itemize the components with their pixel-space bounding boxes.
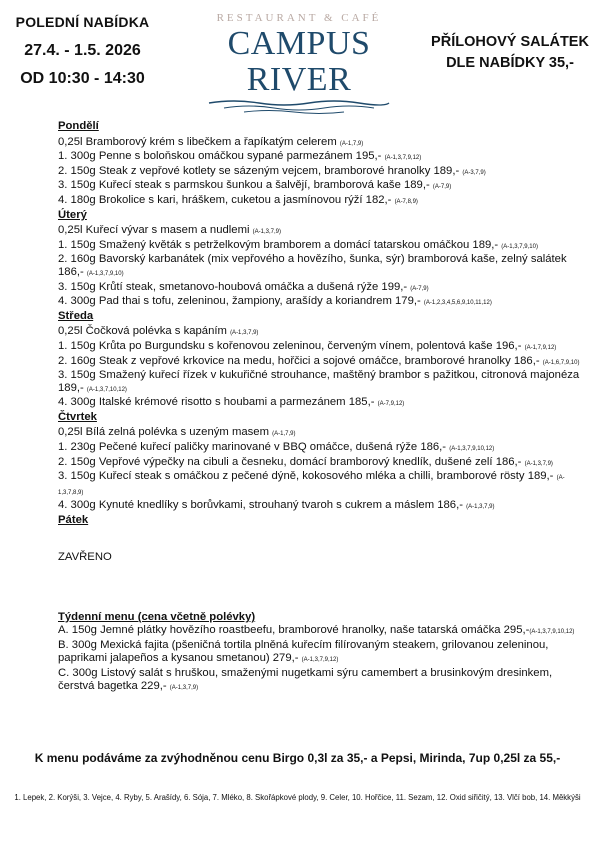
drinks-offer: K menu podáváme za zvýhodněnou cenu Birgo 0,3l za 35,- a Pepsi, Mirinda, 7up 0,25l za 55,- [34,751,561,765]
weekly-menu [58,611,583,694]
menu-item: 4. 300g Pad thai s tofu, zeleninou, žampiony, arašídy a koriandrem 179,- (A-1,2,3,4,5,6,9,10,11,12) [58,295,492,308]
menu-item: 0,25l Čočková polévka s kapáním (A-1,3,7,9) [58,325,259,338]
header-left [0,14,165,88]
day-thursday-title: Čtvrtek [58,410,97,423]
side-salad-line2: DLE NABÍDKY 35,- [446,55,574,71]
side-salad-offer [425,32,595,74]
day-friday-title: Pátek [58,514,89,527]
weekly-item: B. 300g Mexická fajita (pšeničná tortila plněná kuřecím filírovaným steakem, grilovanou zeleninou, paprikami jalapeños a kysanou smetanou) 279,- (A-1,3,7,9,12) [58,638,549,664]
menu-item: 0,25l Bílá zelná polévka s uzeným masem (A-1,7,9) [58,426,296,439]
logo-name: CAMPUS RIVER [227,25,371,98]
menu-item: 3. 150g Kuřecí steak s parmskou šunkou a šalvějí, bramborová kaše 189,- (A-7,9) [58,179,452,192]
menu-item: 3. 150g Krůtí steak, smetanovo-houbová omáčka a dušená rýže 199,- (A-7,9) [58,280,429,293]
menu-item: 1. 300g Penne s boloňskou omáčkou sypané parmezánem 195,- (A-1,3,7,9,12) [58,150,422,163]
date-range: 27.4. - 1.5. 2026 [24,42,141,59]
menu-item: 2. 160g Bavorský karbanátek (mix vepřového a hovězího, šunka, sýr) bramborová kaše, zelný salátek 186,- (A-1,3,7,9,10) [58,253,567,278]
menu-item: 0,25l Bramborový krém s libečkem a řapíkatým celerem (A-1,7,9) [58,135,364,148]
menu-item: 2. 150g Steak z vepřové kotlety se sázeným vejcem, bramborové hranolky 189,- (A-3,7,9) [58,164,486,177]
menu-item: 1. 150g Smažený květák s petrželkovým bramborem a domácí tatarskou omáčkou 189,- (A-1,3,7,9,10) [58,238,538,251]
river-waves-icon [199,98,399,114]
menu-item: 2. 150g Vepřové výpečky na cibuli a česneku, domácí bramborový knedlík, dušené zelí 186,- (A-1,3,7,9) [58,455,553,468]
menu-item: 4. 180g Brokolice s kari, hráškem, cuketou a jasmínovou rýží 182,- (A-7,8,9) [58,193,418,206]
day-wednesday-title: Středa [58,309,94,322]
menu-item: 1. 230g Pečené kuřecí paličky marinované v BBQ omáčce, dušená rýže 186,- (A-1,3,7,9,10,12) [58,441,495,454]
menu-item: 2. 160g Steak z vepřové krkovice na medu, hořčici a sojové omáčce, bramborové hranolky 186,- (A-1,6,7,9,10) [58,354,580,367]
menu-item: 4. 300g Italské krémové risotto s houbami a parmezánem 185,- (A-7,9,12) [58,396,405,409]
menu-item: 3. 150g Kuřecí steak s omáčkou z pečené dýně, kokosového mléka a chilli, bramborové rösty 189,- (A-1,3,7,8,9) [58,470,565,496]
menu-item: 4. 300g Kynuté knedlíky s borůvkami, strouhaný tvaroh s cukrem a máslem 186,- (A-1,3,7,9) [58,499,495,512]
side-salad-line1: PŘÍLOHOVÝ SALÁTEK [431,34,589,50]
restaurant-logo [183,12,415,114]
weekly-menu-title: Týdenní menu (cena včetně polévky) [58,611,256,623]
menu-item: 0,25l Kuřecí vývar s masem a nudlemi (A-1,3,7,9) [58,224,281,237]
allergen-legend: 1. Lepek, 2. Korýši, 3. Vejce, 4. Ryby, 5. Arašídy, 6. Sója, 7. Mléko, 8. Skořápkové plody, 9. Celer, 10. Hořčice, 11. Sezam, 12. Oxid siřičitý, 13. Vlčí bob, 14. Měkkýši [14,793,581,802]
weekly-item: A. 150g Jemné plátky hovězího roastbeefu, bramborové hranolky, naše tatarská omáčka 295,-(A-1,3,7,9,10,12) [58,623,575,636]
day-tuesday-title: Úterý [58,208,87,221]
closed-notice: ZAVŘENO [58,550,112,563]
weekly-item: C. 300g Listový salát s hruškou, smaženými nugetkami sýru camembert a brusinkovým dresinkem, čerstvá bagetka 229,- (A-1,3,7,9) [58,666,553,692]
menu-item: 1. 150g Krůta po Burgundsku s kořenovou zeleninou, červeným vínem, polentová kaše 196,- (A-1,7,9,12) [58,339,557,352]
menu-item: 3. 150g Smažený kuřecí řízek v kukuřičné strouhance, maštěný brambor s pažitkou, citronová majonéza 189,- (A-1,3,7,10,12) [58,369,580,394]
lunch-menu-title: POLEDNÍ NABÍDKA [15,14,150,30]
serving-hours: OD 10:30 - 14:30 [20,70,145,87]
daily-menu [58,120,583,563]
logo-subtitle: RESTAURANT & CAFÉ [216,12,382,24]
day-monday-title: Pondělí [58,120,99,132]
